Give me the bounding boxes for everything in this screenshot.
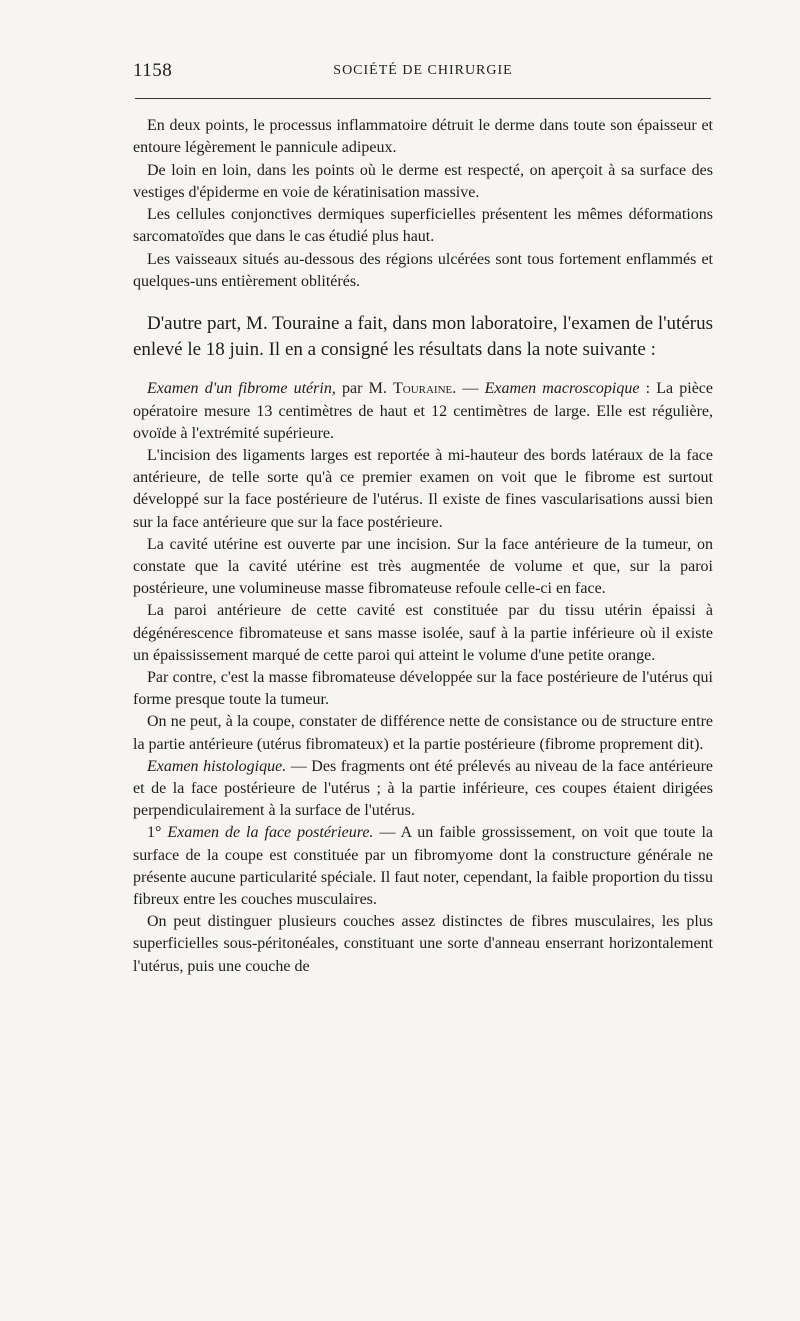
section-histology-skin xyxy=(133,115,713,293)
paragraph: En deux points, le processus inflammatoire détruit le derme dans toute son épaisseur et entoure légèrement le pannicule adipeux. xyxy=(133,117,713,157)
subheading: Examen macroscopique xyxy=(484,380,640,398)
paragraph: Par contre, c'est la masse fibromateuse développée sur la face postérieure de l'utérus qui forme presque toute la tumeur. xyxy=(133,669,713,709)
paragraph: La cavité utérine est ouverte par une incision. Sur la face antérieure de la tumeur, on constate que la cavité utérine est très augmentée de volume et que, sur la paroi postérieure, une volumineuse masse fibromateuse refoule celle-ci en face. xyxy=(133,535,713,598)
paragraph: La paroi antérieure de cette cavité est constituée par du tissu utérin épaissi à dégénérescence fibromateuse et sans masse isolée, sauf à la partie inférieure où il existe un épaississement marqué de cette paroi qui atteint le volume d'une petite orange. xyxy=(133,602,713,664)
subheading: Examen de la face postérieure. xyxy=(167,824,374,842)
header-rule xyxy=(135,98,711,99)
page-body xyxy=(133,115,713,978)
note-title: Examen d'un fibrome utérin, xyxy=(147,380,336,398)
paragraph: On peut distinguer plusieurs couches assez distinctes de fibres musculaires, les plus superficielles sous-péritonéales, constituant une sorte d'anneau enserrant horizontalement l'utérus, puis une couche de xyxy=(133,913,713,975)
page-header xyxy=(133,60,713,86)
paragraph: Les vaisseaux situés au-dessous des régions ulcérées sont tous fortement enflammés et quelques-uns entièrement oblitérés. xyxy=(133,250,713,291)
paragraph: De loin en loin, dans les points où le derme est respecté, on aperçoit à sa surface des vestiges d'épiderme en voie de kératinisation massive. xyxy=(133,161,713,201)
paragraph: 1° Examen de la face postérieure. — A un faible grossissement, on voit que toute la surface de la coupe est constituée par un fibromyome dont la constructure générale ne présente aucune particularité spéciale. Il faut noter, cependant, la faible proportion du tissu fibreux entre les couches musculaires. xyxy=(133,824,714,909)
subheading: Examen histologique. xyxy=(147,757,287,775)
paragraph: Examen histologique. — Des fragments ont été prélevés au niveau de la face antérieure et de la face postérieure de l'utérus ; à la partie inférieure, ces coupes étaient dirigées perpendiculairement à la surface de l'utérus. xyxy=(133,757,713,820)
running-head: SOCIÉTÉ DE CHIRURGIE xyxy=(333,63,513,78)
paragraph: On ne peut, à la coupe, constater de différence nette de consistance ou de structure entre la partie antérieure (utérus fibromateux) et la partie postérieure (fibrome proprement dit). xyxy=(133,713,713,753)
page-number: 1158 xyxy=(133,60,173,81)
author-name: Touraine xyxy=(392,380,453,398)
paragraph: L'incision des ligaments larges est reportée à mi-hauteur des bords latéraux de la face antérieure, de telle sorte qu'à ce premier examen on voit que le fibrome est surtout développé sur la face postérieure de l'utérus. Il existe de fines vascularisations aussi bien sur la face antérieure que sur la face postérieure. xyxy=(133,446,713,531)
intro-paragraph: D'autre part, M. Touraine a fait, dans mon laboratoire, l'examen de l'utérus enlevé le 18 juin. Il en a consigné les résultats dans la note suivante : xyxy=(133,313,713,360)
paragraph: Les cellules conjonctives dermiques superficielles présentent les mêmes déformations sarcomatoïdes que dans le cas étudié plus haut. xyxy=(133,206,713,246)
note-section xyxy=(133,378,713,977)
paragraph: Examen d'un fibrome utérin, par M. Touraine. — Examen macroscopique : La pièce opératoire mesure 13 centimètres de haut et 12 centimètres de large. Elle est régulière, ovoïde à l'extrémité supérieure. xyxy=(133,380,714,442)
